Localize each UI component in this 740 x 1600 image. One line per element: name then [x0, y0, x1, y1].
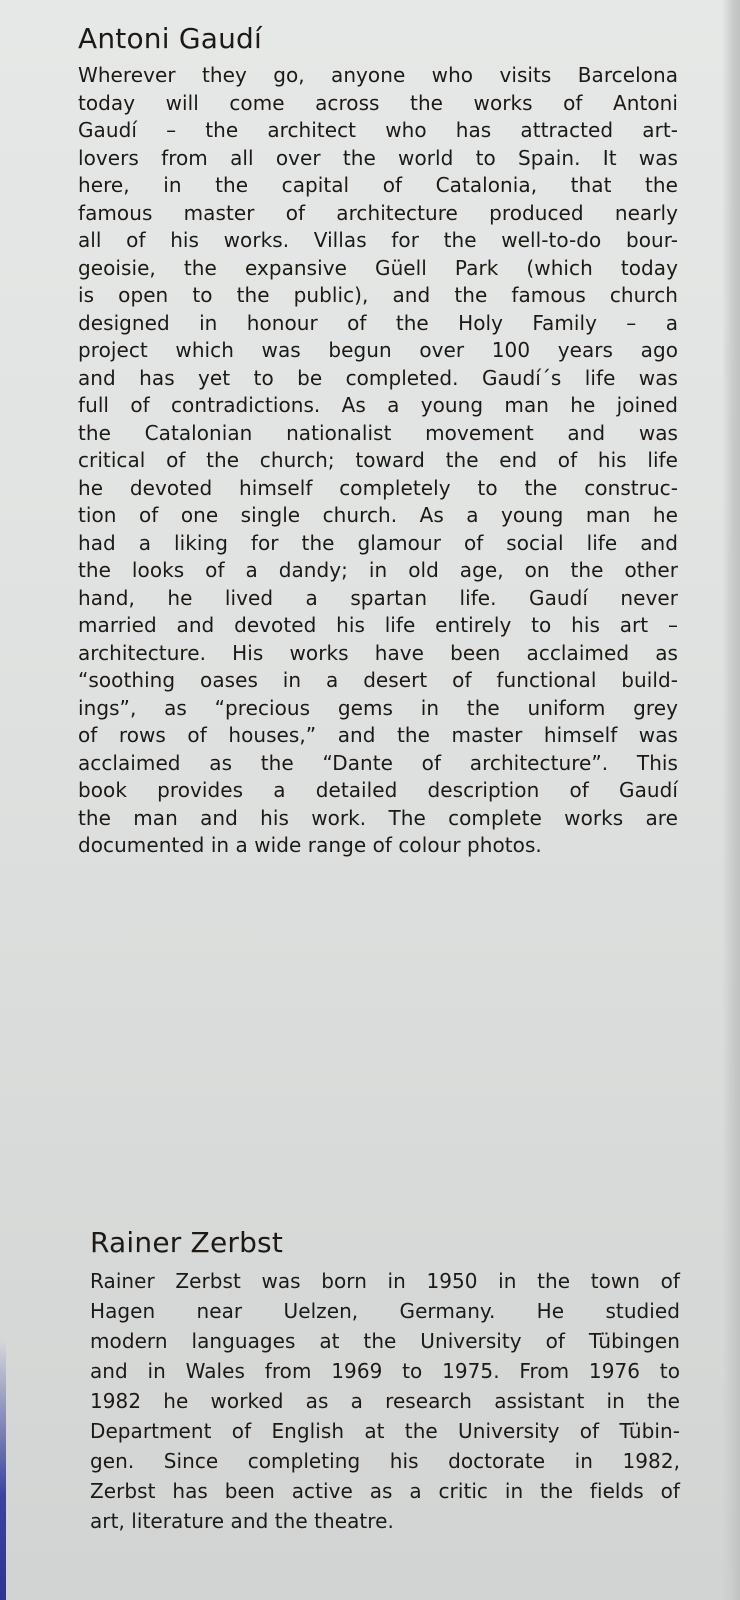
- text-line: is open to the public), and the famous church: [78, 283, 678, 307]
- text-line: critical of the church; toward the end of his life: [78, 448, 678, 472]
- book-description: [78, 22, 678, 860]
- text-line: tion of one single church. As a young man he: [78, 503, 678, 527]
- text-line: Department of English at the University of Tübin-: [90, 1419, 680, 1443]
- flap-edge-shadow: [722, 0, 740, 1600]
- text-line: lovers from all over the world to Spain. It was: [78, 145, 678, 170]
- text-line: and has yet to be completed. Gaudí´s life was: [78, 365, 678, 390]
- book-heading: Antoni Gaudí: [78, 22, 262, 55]
- text-line: of rows of houses,” and the master himself was: [78, 723, 678, 747]
- text-line: today will come across the works of Antoni: [78, 90, 678, 115]
- text-line: “soothing oases in a desert of functional build-: [78, 668, 678, 692]
- text-line: full of contradictions. As a young man he joined: [78, 393, 678, 417]
- text-line: Gaudí – the architect who has attracted art-: [78, 118, 678, 142]
- author-heading: Rainer Zerbst: [90, 1226, 284, 1259]
- text-line: geoisie, the expansive Güell Park (which today: [78, 255, 678, 280]
- text-line: 1982 he worked as a research assistant in the: [90, 1389, 680, 1413]
- text-line: the looks of a dandy; in old age, on the other: [78, 558, 678, 582]
- text-line: here, in the capital of Catalonia, that the: [78, 173, 678, 197]
- author-bio: [90, 1226, 680, 1536]
- text-line: had a liking for the glamour of social life and: [78, 530, 678, 555]
- text-line: he devoted himself completely to the construc-: [78, 475, 678, 500]
- text-line: ings”, as “precious gems in the uniform grey: [78, 695, 678, 720]
- text-line: project which was begun over 100 years ago: [78, 338, 678, 362]
- cover-edge-strip: [0, 1340, 6, 1600]
- text-line: architecture. His works have been acclaimed as: [78, 640, 678, 665]
- text-line: modern languages at the University of Tübingen: [90, 1329, 680, 1353]
- text-line: Zerbst has been active as a critic in the fields of: [90, 1479, 680, 1503]
- text-line: acclaimed as the “Dante of architecture”. This: [78, 750, 678, 775]
- text-line: the Catalonian nationalist movement and was: [78, 420, 678, 445]
- text-line: art, literature and the theatre.: [90, 1509, 394, 1533]
- text-line: Hagen near Uelzen, Germany. He studied: [90, 1299, 680, 1323]
- text-line: designed in honour of the Holy Family – a: [78, 310, 678, 335]
- text-line: the man and his work. The complete works are: [78, 805, 678, 830]
- text-line: all of his works. Villas for the well-to-do bour-: [78, 228, 678, 252]
- text-line: famous master of architecture produced nearly: [78, 200, 678, 225]
- author-bio-text: [90, 1266, 680, 1536]
- text-line: hand, he lived a spartan life. Gaudí never: [78, 585, 678, 610]
- text-line: gen. Since completing his doctorate in 1982,: [90, 1449, 680, 1473]
- text-line: Rainer Zerbst was born in 1950 in the town of: [90, 1269, 680, 1293]
- book-description-text: [78, 62, 678, 860]
- text-line: Wherever they go, anyone who visits Barcelona: [78, 63, 678, 87]
- text-line: documented in a wide range of colour photos.: [78, 833, 542, 857]
- text-line: and in Wales from 1969 to 1975. From 1976 to: [90, 1359, 680, 1383]
- text-line: book provides a detailed description of Gaudí: [78, 778, 678, 802]
- text-line: married and devoted his life entirely to his art –: [78, 613, 678, 637]
